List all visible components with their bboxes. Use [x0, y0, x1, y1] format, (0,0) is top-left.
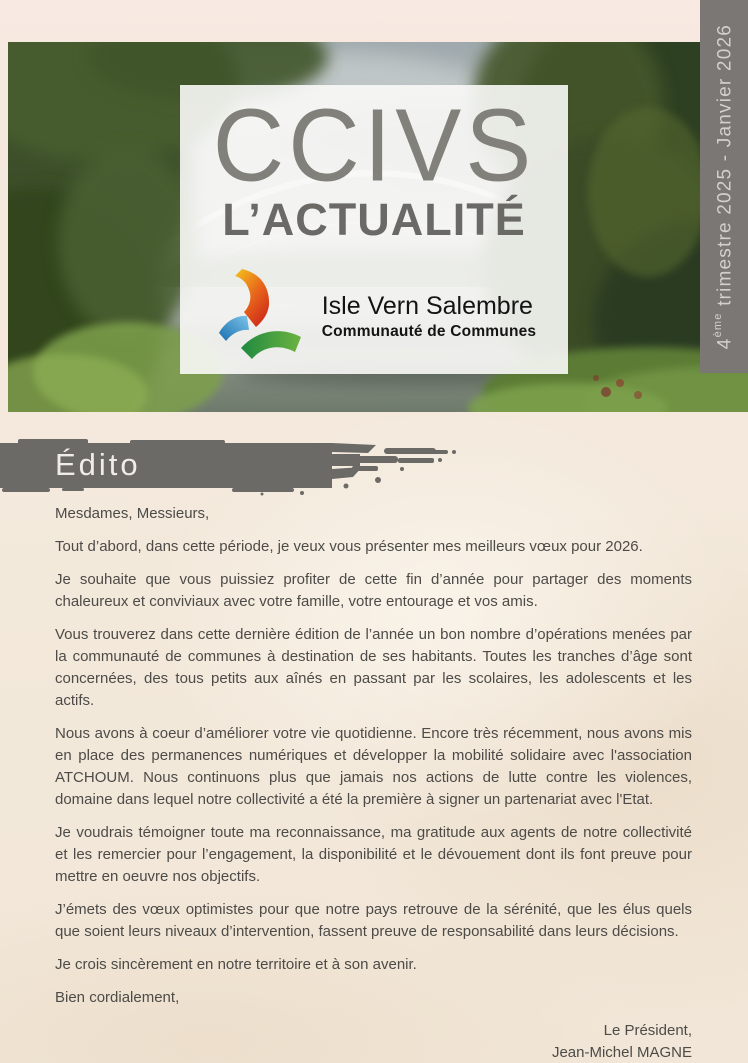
community-logo-icon [212, 269, 312, 364]
letter-paragraph: Bien cordialement, [55, 989, 180, 1006]
letter-paragraph: Je souhaite que vous puissiez profiter de cette fin d’année pour partager des moments chaleureux et conviviaux avec votre famille, votre entourage et vos amis. [55, 571, 692, 610]
issue-number: 4 [714, 337, 736, 350]
edito-letter [55, 503, 692, 1063]
community-subtitle: Communauté de Communes [321, 322, 537, 340]
edito-title: Édito [55, 447, 141, 482]
letter-paragraph: Je crois sincèrement en notre territoire et à son avenir. [55, 956, 417, 973]
signature-block [55, 1020, 692, 1063]
issue-ordinal-suffix: ème [711, 312, 724, 338]
letter-paragraph: Nous avons à coeur d’améliorer votre vie quotidienne. Encore très récemment, nous avons mis en place des permanences numériques et développer la mobilité solidaire avec l'association ATCHOUM. Nous continuons plus que jamais nos actions de lutte contre les violences, domaine dans lequel notre collectivité a été la première à signer un partenariat avec l'Etat. [55, 725, 692, 808]
masthead-title: L’ACTUALITÉ [222, 194, 526, 245]
community-logo-text [322, 293, 537, 340]
letter-paragraph: J’émets des vœux optimistes pour que notre pays retrouve de la sérénité, que les élus quels que soient leurs niveaux d’intervention, fassent preuve de responsabilité dans leurs décisions. [55, 901, 692, 940]
signature-name: Jean-Michel MAGNE [551, 1044, 692, 1061]
issue-label [712, 24, 736, 349]
issue-period: trimestre 2025 - Janvier 2026 [714, 23, 736, 313]
masthead-card [180, 85, 568, 374]
letter-paragraph: Mesdames, Messieurs, [55, 505, 210, 522]
signature-role: Le Président, [603, 1022, 692, 1039]
letter-paragraph: Je voudrais témoigner toute ma reconnaissance, ma gratitude aux agents de notre collectivité et les remercier pour l’engagement, la disponibilité et le dévouement dont ils font preuve pour mettre en oeuvre nos objectifs. [55, 824, 692, 885]
letter-paragraph: Tout d’abord, dans cette période, je veux vous présenter mes meilleurs vœux pour 2026. [55, 538, 643, 555]
community-logo [212, 269, 537, 364]
masthead-acronym: CCIVS [212, 86, 536, 203]
letter-paragraph: Vous trouverez dans cette dernière édition de l’année un bon nombre d’opérations menées par la communauté de communes à destination de ses habitants. Toutes les tranches d’âge sont concernées, des tous petits aux aînés en passant par les scolaires, les adolescents et les actifs. [55, 626, 692, 709]
community-name: Isle Vern Salembre [321, 292, 533, 321]
edito-banner [0, 436, 462, 498]
issue-tab [700, 0, 748, 373]
